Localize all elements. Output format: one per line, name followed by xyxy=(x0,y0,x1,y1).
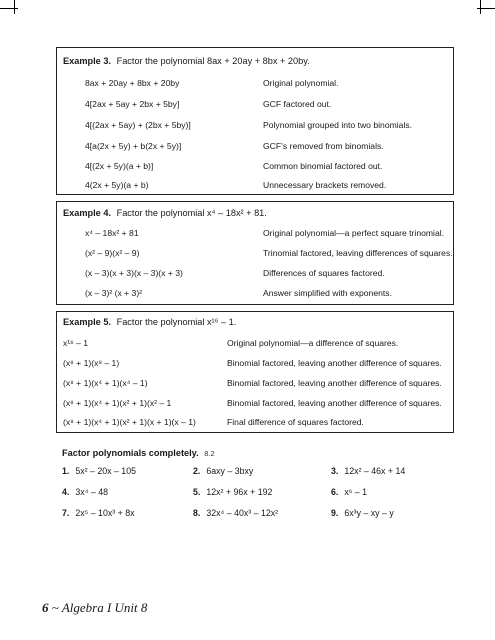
ex5-step-expr: x¹⁶ – 1 xyxy=(63,338,89,348)
example-5-label: Example 5. xyxy=(63,317,112,327)
ex3-step-desc: Polynomial grouped into two binomials. xyxy=(263,120,413,130)
practice-problem xyxy=(62,508,135,518)
ex4-step-expr: (x² – 9)(x² – 9) xyxy=(85,248,140,258)
ex3-step-desc: GCF factored out. xyxy=(263,99,332,109)
practice-problem xyxy=(193,487,272,497)
problem-expression: x⁶ – 1 xyxy=(344,487,368,497)
problem-expression: 12x² + 96x + 192 xyxy=(206,487,273,497)
example-4-box xyxy=(56,201,454,305)
ex4-step-desc: Answer simplified with exponents. xyxy=(263,288,392,298)
ex5-step-desc: Binomial factored, leaving another difference of squares. xyxy=(227,378,442,388)
page-footer xyxy=(42,600,147,616)
crop-mark-top-left-v xyxy=(14,0,15,14)
ex3-step-desc: Unnecessary brackets removed. xyxy=(263,180,387,190)
ex3-step-expr: 8ax + 20ay + 8bx + 20by xyxy=(85,78,180,88)
example-3-heading xyxy=(63,56,310,66)
problem-number: 6. xyxy=(331,487,339,497)
ex5-step-desc: Binomial factored, leaving another difference of squares. xyxy=(227,358,442,368)
problem-number: 9. xyxy=(331,508,339,518)
ex5-step-expr: (x⁸ + 1)(x⁴ + 1)(x⁴ – 1) xyxy=(63,378,148,388)
problem-expression: 6axy – 3bxy xyxy=(206,466,254,476)
ex5-step-expr: (x⁸ + 1)(x⁴ + 1)(x² + 1)(x + 1)(x – 1) xyxy=(63,417,196,427)
footer-unit: Unit 8 xyxy=(114,600,148,615)
problem-expression: 3x⁴ – 48 xyxy=(75,487,108,497)
problem-expression: 5x² – 20x – 105 xyxy=(75,466,136,476)
practice-title: Factor polynomials completely. xyxy=(62,448,199,458)
page-number: 6 xyxy=(42,600,49,615)
problem-expression: 2x⁵ – 10x³ + 8x xyxy=(75,508,135,518)
problem-expression: 12x² – 46x + 14 xyxy=(344,466,406,476)
problem-number: 7. xyxy=(62,508,70,518)
ex4-step-desc: Original polynomial—a perfect square trinomial. xyxy=(263,228,445,238)
problem-number: 3. xyxy=(331,466,339,476)
ex5-step-expr: (x⁸ + 1)(x⁸ – 1) xyxy=(63,358,120,368)
example-4-prompt: Factor the polynomial x⁴ – 18x² + 81. xyxy=(116,208,267,218)
ex3-step-desc: Common binomial factored out. xyxy=(263,161,383,171)
example-4-heading xyxy=(63,208,267,218)
ex3-step-expr: 4[(2x + 5y)(a + b)] xyxy=(85,161,154,171)
ex3-step-desc: GCF’s removed from binomials. xyxy=(263,141,384,151)
practice-problem xyxy=(62,466,136,476)
ex5-step-desc: Final difference of squares factored. xyxy=(227,417,364,427)
ex5-step-expr: (x⁸ + 1)(x⁴ + 1)(x² + 1)(x² – 1 xyxy=(63,398,172,408)
practice-reference: 8.2 xyxy=(204,449,215,458)
practice-problem xyxy=(193,508,278,518)
ex4-step-expr: (x – 3)(x + 3)(x – 3)(x + 3) xyxy=(85,268,183,278)
problem-number: 1. xyxy=(62,466,70,476)
practice-problem xyxy=(193,466,253,476)
example-5-heading xyxy=(63,317,236,327)
problem-number: 2. xyxy=(193,466,201,476)
ex5-step-desc: Original polynomial—a difference of squares. xyxy=(227,338,399,348)
example-3-label: Example 3. xyxy=(63,56,112,66)
ex3-step-expr: 4[(2ax + 5ay) + (2bx + 5by)] xyxy=(85,120,191,130)
ex3-step-expr: 4(2x + 5y)(a + b) xyxy=(85,180,149,190)
example-3-prompt: Factor the polynomial 8ax + 20ay + 8bx + 20by. xyxy=(116,56,310,66)
example-5-prompt: Factor the polynomial x¹⁶ – 1. xyxy=(116,317,237,327)
footer-separator: ~ xyxy=(51,600,59,615)
ex4-step-desc: Trinomial factored, leaving differences of squares. xyxy=(263,248,453,258)
ex3-step-expr: 4[a(2x + 5y) + b(2x + 5y)] xyxy=(85,141,182,151)
problem-expression: 6x³y – xy – y xyxy=(344,508,394,518)
crop-mark-top-right-v xyxy=(480,0,481,14)
ex3-step-expr: 4[2ax + 5ay + 2bx + 5by] xyxy=(85,99,180,109)
example-3-box xyxy=(56,47,454,195)
practice-heading xyxy=(62,448,215,458)
ex5-step-desc: Binomial factored, leaving another difference of squares. xyxy=(227,398,442,408)
problem-number: 4. xyxy=(62,487,70,497)
example-5-box xyxy=(56,311,454,433)
problem-expression: 32x⁴ – 40x³ – 12x² xyxy=(206,508,279,518)
example-4-label: Example 4. xyxy=(63,208,112,218)
ex4-step-expr: x⁴ – 18x² + 81 xyxy=(85,228,139,238)
practice-problem xyxy=(331,508,394,518)
problem-number: 5. xyxy=(193,487,201,497)
ex4-step-expr: (x – 3)² (x + 3)² xyxy=(85,288,143,298)
ex3-step-desc: Original polynomial. xyxy=(263,78,339,88)
practice-problem xyxy=(331,466,405,476)
crop-mark-top-left-h xyxy=(0,8,18,9)
problem-number: 8. xyxy=(193,508,201,518)
ex4-step-desc: Differences of squares factored. xyxy=(263,268,385,278)
practice-problem xyxy=(331,487,367,497)
practice-problem xyxy=(62,487,108,497)
footer-course: Algebra I xyxy=(61,600,112,615)
